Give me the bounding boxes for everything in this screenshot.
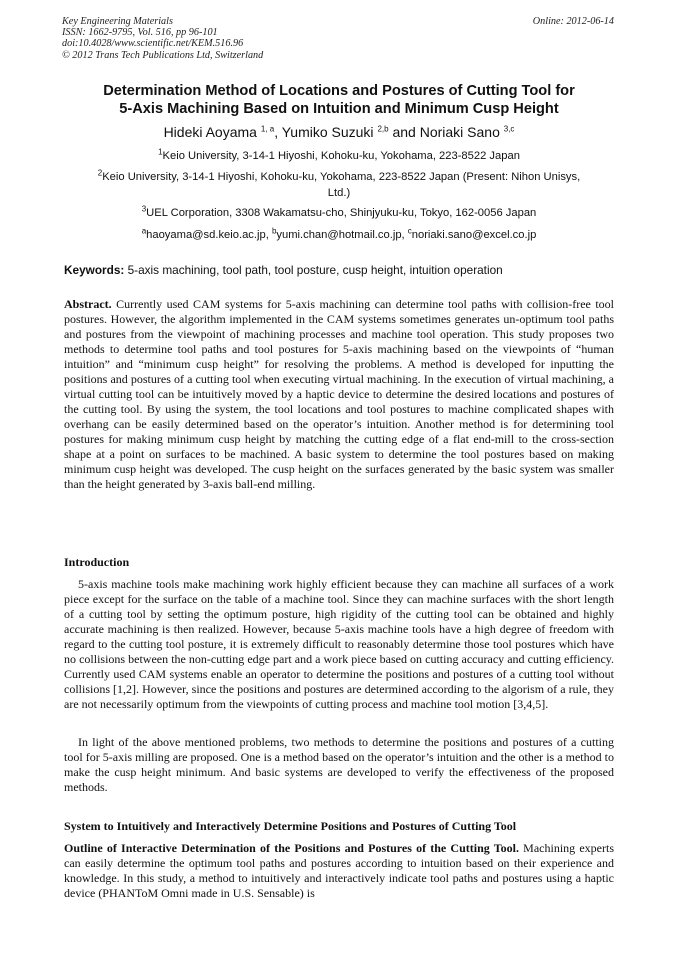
author-sup: 3,c — [503, 124, 515, 134]
introduction-paragraph-2: In light of the above mentioned problems, two methods to determine the positions and postures of a cutting tool for 5-axis milling are proposed. One is a method based on the operator’s intuition and the other is a method to make the cusp height minimum. And basic systems are developed to verify the effectiveness of the proposed methods. — [64, 735, 614, 794]
abstract-text: Currently used CAM systems for 5-axis machining can determine tool paths with collision-free tool postures. However, the algorithm implemented in the CAM systems sometimes generates un-optimum tool paths and postures from the viewpoint of machining processes and machine tool operation. This study proposes two methods to determine tool paths and tool postures for 5-axis machining based on the viewpoints of “human intuition” and “minimum cusp height” for resolving the problems. A method is developed for inputting the positions and postures of a cutting tool when executing virtual machining. In the execution of virtual machining, a virtual cutting tool can be intuitively moved by a haptic device to determine the desired locations and postures of the cutting tool. By using the system, the tool locations and tool postures to machine complicated shapes with overhang can be easily determined based on the operator’s intuition. Another method is for determining tool postures for making minimum cusp height by matching the cutting edge of a flat end-mill to the cross-section shape at a point on surfaces to be machined. A basic system to determine the tool postures based on making minimum cusp height was developed. The cusp height on the surfaces generated by the basic system was smaller than the height generated by 3-axis ball-end milling. — [64, 297, 614, 491]
author-sep: and — [388, 124, 420, 140]
online-date: Online: 2012-06-14 — [532, 16, 614, 27]
email-sup: c — [407, 226, 412, 236]
author-sep: , — [274, 124, 282, 140]
journal-name: Key Engineering Materials — [62, 16, 173, 27]
affiliation-3 — [62, 206, 616, 222]
affiliation-2-line-1 — [62, 170, 616, 186]
affiliation-2 — [62, 170, 616, 201]
affiliation-text: Keio University, 3-14-1 Hiyoshi, Kohoku-ku, Yokohama, 223-8522 Japan — [162, 150, 520, 162]
email-sup: b — [271, 226, 277, 236]
abstract — [64, 297, 614, 492]
affiliation-2-line-2: Ltd.) — [327, 186, 351, 199]
affiliation-sup: 1 — [158, 147, 163, 157]
outline-label: Outline of Interactive Determination of the Positions and Postures of the Cutting Tool. — [64, 841, 519, 855]
issn-line: ISSN: 1662-9795, Vol. 516, pp 96-101 — [62, 27, 218, 39]
author-sup: 2,b — [377, 124, 389, 134]
section-heading-introduction: Introduction — [64, 555, 130, 569]
author-name: Yumiko Suzuki — [281, 124, 374, 140]
copyright-line: © 2012 Trans Tech Publications Ltd, Switzerland — [62, 49, 264, 61]
keywords-label: Keywords: — [64, 263, 125, 277]
author-sup: 1, a — [260, 124, 275, 134]
affiliation-1 — [62, 149, 616, 165]
affiliation-sup: 2 — [97, 168, 103, 178]
title-line-2: 5-Axis Machining Based on Intuition and Minimum Cusp Height — [119, 101, 559, 117]
author-list — [62, 123, 616, 141]
author-name: Hideki Aoyama — [163, 124, 257, 140]
author-name: Noriaki Sano — [419, 124, 500, 140]
affiliation-text: UEL Corporation, 3308 Wakamatsu-cho, Shinjyuku-ku, Tokyo, 162-0056 Japan — [146, 207, 537, 219]
email-sup: a — [141, 226, 147, 236]
introduction-paragraph-1: 5-axis machine tools make machining work highly efficient because they can machine all surfaces of a work piece except for the surface on the table of a machine tool. Since they can machine surfaces with the short length of a cutting tool by setting the optimum posture, high rigidity of the cutting tool can be obtained and highly accurate machining is then realized. However, because 5-axis machine tools have a high degree of freedom with regard to the cutting tool posture, it is extremely difficult to reasonably determine those tool postures which have no collisions between the non-cutting edge part and a work piece based on cutting accuracy and cutting efficiency. Currently used CAM systems enable an operator to determine the positions and postures of a cutting tool without collisions [1,2]. However, since the positions and postures are determined according to the algorism of a rule, they are not necessarily optimum from the viewpoints of cutting process and machine tool motion [3,4,5]. — [64, 577, 614, 711]
journal-header — [62, 16, 462, 61]
email-b: yumi.chan@hotmail.co.jp, — [276, 229, 408, 241]
affiliation-text: Keio University, 3-14-1 Hiyoshi, Kohoku-ku, Yokohama, 223-8522 Japan (Present: Nihon Unisys, — [102, 171, 581, 183]
affiliation-sup: 3 — [141, 204, 147, 214]
email-line — [62, 228, 616, 244]
email-c: noriaki.sano@excel.co.jp — [411, 229, 537, 241]
abstract-label: Abstract. — [64, 297, 112, 311]
keywords-text: 5-axis machining, tool path, tool posture, cusp height, intuition operation — [124, 263, 503, 277]
outline-paragraph — [64, 841, 614, 901]
section-heading-system: System to Intuitively and Interactively Determine Positions and Postures of Cutting Tool — [64, 819, 517, 833]
title-line-1: Determination Method of Locations and Postures of Cutting Tool for — [103, 83, 575, 99]
email-a: haoyama@sd.keio.ac.jp, — [146, 229, 272, 241]
keywords — [64, 263, 624, 278]
paper-title — [62, 82, 616, 118]
outline-text: Machining experts can easily determine the optimum tool paths and postures according to intuition based on their experience and knowledge. In this study, a method to intuitively and interactively indicate tool paths and postures using a haptic device (PHANToM Omni made in U.S. Sensable) is — [64, 841, 614, 900]
doi-line: doi:10.4028/www.scientific.net/KEM.516.96 — [62, 38, 244, 50]
